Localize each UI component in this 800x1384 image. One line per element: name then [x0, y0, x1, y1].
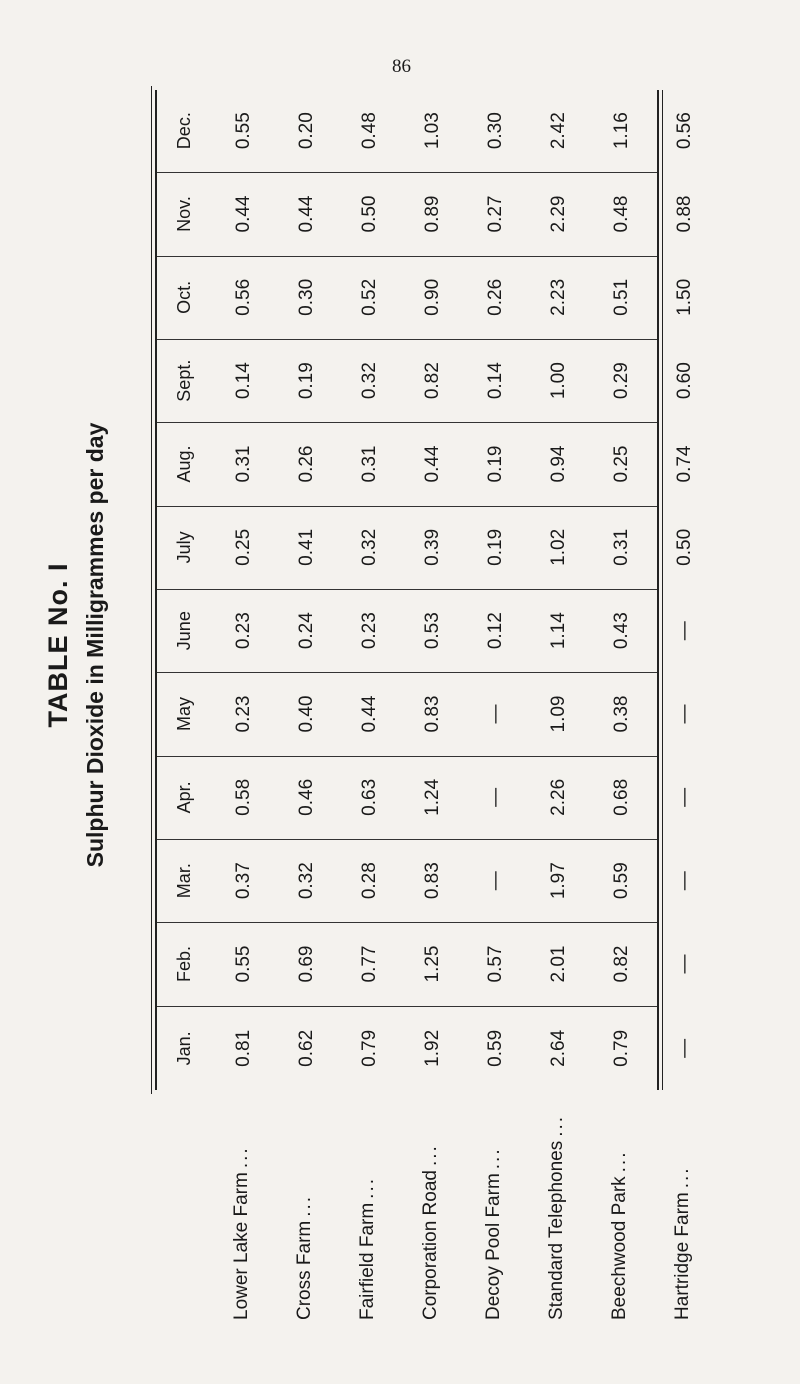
month-header: Nov. [174, 196, 194, 232]
table-cell: 0.31 [233, 445, 254, 483]
table-subtitle: Sulphur Dioxide in Milligrammes per day [82, 422, 108, 868]
table-cell: 0.89 [422, 195, 443, 233]
row-label-text: Standard Telephones [546, 1140, 567, 1320]
month-column [157, 89, 695, 173]
table-cell: 0.23 [359, 612, 380, 650]
table-cell: 1.97 [548, 862, 569, 900]
month-header: July [174, 531, 194, 564]
month-column [157, 922, 695, 1006]
table-cell: 0.94 [548, 445, 569, 483]
table-cell: 1.25 [422, 945, 443, 983]
table-cell: 0.48 [359, 112, 380, 150]
table-cell: 0.14 [485, 362, 506, 400]
table-cell: 0.27 [485, 195, 506, 233]
row-label-text: Hartridge Farm [672, 1192, 693, 1320]
month-column [157, 756, 695, 840]
row-labels [210, 1100, 714, 1320]
row-label-text: Corporation Road [420, 1170, 441, 1320]
table-cell: 1.09 [548, 695, 569, 733]
table-cell: 0.38 [611, 695, 632, 733]
table-cell: 0.31 [611, 528, 632, 566]
row-label [525, 1100, 588, 1320]
table-cell: 0.46 [296, 778, 317, 816]
month-header: Feb. [174, 946, 194, 983]
table-cell: 2.01 [548, 945, 569, 983]
leader-dots: ... [231, 1146, 252, 1169]
table-cell: 0.40 [296, 695, 317, 733]
month-column [157, 506, 695, 590]
row-label-text: Decoy Pool Farm [483, 1173, 504, 1320]
table-cell: 0.60 [674, 362, 695, 400]
table-cell: 0.57 [485, 945, 506, 983]
table-cell: 1.02 [548, 528, 569, 566]
table-cell: 0.59 [611, 862, 632, 900]
table-cell: 1.24 [422, 778, 443, 816]
table-cell: 2.26 [548, 778, 569, 816]
leader-dots: ... [357, 1176, 378, 1199]
table-cell: 0.51 [611, 278, 632, 316]
row-label [588, 1100, 651, 1320]
table-cell: 2.42 [548, 112, 569, 150]
table-cell: 0.74 [674, 445, 695, 483]
table-cell: — [674, 871, 695, 891]
table-cell: — [485, 871, 506, 891]
table-cell: 2.23 [548, 278, 569, 316]
table-cell: 0.19 [485, 528, 506, 566]
month-column [157, 589, 695, 673]
table-cell: 2.64 [548, 1029, 569, 1067]
table-cell: 0.24 [296, 612, 317, 650]
table-cell: — [674, 704, 695, 724]
table-cell: 0.44 [233, 195, 254, 233]
table-cell: 0.32 [359, 528, 380, 566]
table-cell: 0.44 [359, 695, 380, 733]
month-column [157, 1007, 695, 1090]
table-cell: 0.90 [422, 278, 443, 316]
row-label [273, 1100, 336, 1320]
table-cell: — [674, 621, 695, 641]
row-label [210, 1100, 273, 1320]
month-header: Oct. [174, 280, 194, 314]
leader-dots: ... [483, 1147, 504, 1170]
month-column [157, 672, 695, 756]
month-header: Aug. [174, 445, 194, 483]
table-cell: 0.25 [611, 445, 632, 483]
table-cell: 0.30 [296, 278, 317, 316]
table-cell: 0.23 [233, 695, 254, 733]
table-cell: 0.26 [485, 278, 506, 316]
table-cell: — [485, 704, 506, 724]
table-cell: 0.52 [359, 278, 380, 316]
month-header: June [174, 611, 194, 651]
table-cell: 0.82 [611, 945, 632, 983]
table-caption [43, 270, 109, 1020]
month-column [157, 839, 695, 923]
table-cell: 0.79 [611, 1029, 632, 1067]
leader-dots: ... [672, 1166, 693, 1189]
row-label [336, 1100, 399, 1320]
leader-dots: ... [294, 1194, 315, 1217]
table-cell: 1.92 [422, 1029, 443, 1067]
month-column [157, 339, 695, 423]
table-cell: 0.69 [296, 945, 317, 983]
table-cell: 0.41 [296, 528, 317, 566]
row-label [651, 1100, 714, 1320]
month-header: Mar. [174, 863, 194, 899]
month-column [157, 172, 695, 256]
table-cell: 0.88 [674, 195, 695, 233]
leader-dots: ... [609, 1150, 630, 1173]
table-cell: 0.48 [611, 195, 632, 233]
table-cell: — [485, 787, 506, 807]
table-cell: 0.77 [359, 945, 380, 983]
leader-dots: ... [546, 1114, 567, 1137]
data-table [155, 90, 695, 1090]
table-cell: 1.03 [422, 112, 443, 150]
month-header: Sept. [174, 359, 194, 402]
table-cell: 0.82 [422, 362, 443, 400]
table-cell: 0.68 [611, 778, 632, 816]
table-cell: 0.56 [233, 278, 254, 316]
table-cell: 0.37 [233, 862, 254, 900]
table-cell: 0.12 [485, 612, 506, 650]
table-cell: 0.28 [359, 862, 380, 900]
table-title: TABLE No. I [43, 562, 73, 728]
table-cell: — [674, 954, 695, 974]
table-cell: 1.00 [548, 362, 569, 400]
table-cell: 0.55 [233, 945, 254, 983]
table-cell: 1.50 [674, 278, 695, 316]
table-cell: 0.58 [233, 778, 254, 816]
table-cell: 0.62 [296, 1029, 317, 1067]
table-cell: 0.59 [485, 1029, 506, 1067]
table-cell: — [674, 787, 695, 807]
table-cell: 0.50 [674, 528, 695, 566]
row-label [462, 1100, 525, 1320]
row-label-text: Lower Lake Farm [231, 1172, 252, 1320]
rotated-table-page [40, 30, 740, 1320]
table-cell: 0.39 [422, 528, 443, 566]
table-cell: 1.14 [548, 612, 569, 650]
table-cell: 0.53 [422, 612, 443, 650]
table-cell: — [674, 1038, 695, 1058]
table-cell: 0.83 [422, 862, 443, 900]
table-cell: 0.31 [359, 445, 380, 483]
table-cell: 0.79 [359, 1029, 380, 1067]
month-header: Jan. [174, 1031, 194, 1066]
row-label-text: Beechwood Park [609, 1176, 630, 1320]
table-cell: 0.29 [611, 362, 632, 400]
table-cell: 0.32 [296, 862, 317, 900]
table-cell: 0.50 [359, 195, 380, 233]
table-cell: 0.55 [233, 112, 254, 150]
table-cell: 0.81 [233, 1029, 254, 1067]
table-cell: 0.30 [485, 112, 506, 150]
table-cell: 0.32 [359, 362, 380, 400]
table-cell: 1.16 [611, 112, 632, 150]
table-cell: 0.19 [485, 445, 506, 483]
table-cell: 0.14 [233, 362, 254, 400]
table-cell: 0.20 [296, 112, 317, 150]
table-cell: 0.26 [296, 445, 317, 483]
table-cell: 0.83 [422, 695, 443, 733]
leader-dots: ... [420, 1144, 441, 1167]
month-header: Dec. [174, 112, 194, 150]
table-cell: 0.25 [233, 528, 254, 566]
page-number: 86 [392, 56, 411, 77]
month-header: Apr. [174, 781, 194, 814]
row-label-text: Fairfield Farm [357, 1202, 378, 1320]
row-label [399, 1100, 462, 1320]
table-cell: 0.23 [233, 612, 254, 650]
row-label-text: Cross Farm [294, 1220, 315, 1320]
table-cell: 0.63 [359, 778, 380, 816]
table-cell: 0.19 [296, 362, 317, 400]
month-column [157, 256, 695, 340]
table-cell: 0.44 [422, 445, 443, 483]
month-column [157, 422, 695, 506]
table-cell: 0.56 [674, 112, 695, 150]
month-header: May [174, 697, 194, 732]
table-cell: 0.43 [611, 612, 632, 650]
table-cell: 2.29 [548, 195, 569, 233]
table-cell: 0.44 [296, 195, 317, 233]
